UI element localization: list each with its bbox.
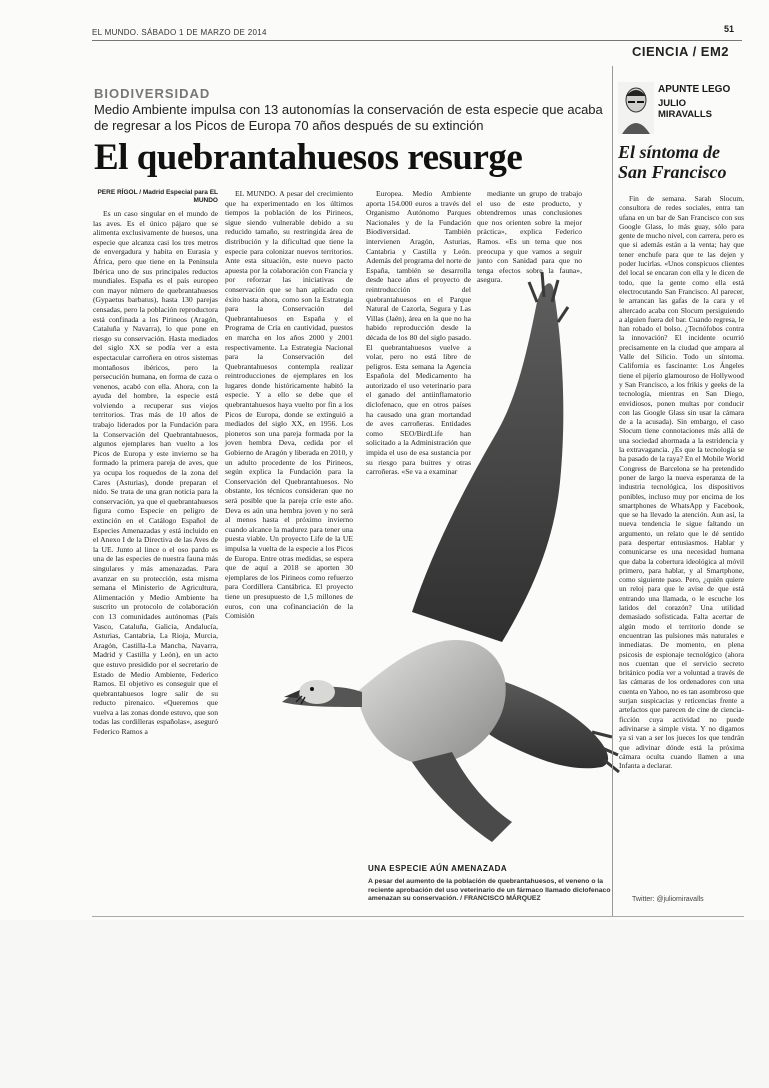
photo-caption-title: UNA ESPECIE AÚN AMENAZADA xyxy=(368,864,508,873)
article-column-1 xyxy=(93,189,218,737)
vulture-photo xyxy=(262,262,622,862)
opinion-title: El síntoma de San Francisco xyxy=(618,142,727,182)
dateline: EL MUNDO. SÁBADO 1 DE MARZO DE 2014 xyxy=(92,28,267,37)
opinion-text: Fin de semana. Sarah Slocum, consultora de redes sociales, entra tan ufana en un bar de San Francisco con sus Google Glass, lo más guay, sólo para gente de mucho nivel, con carrera, pero es que si además están a la venta; hay que tener enchufe para que te las dejen y poder lucirlas. «Unos conspicuos clientes del local se encaran con ella y le dicen de todo, que la gente como ella está electrocutando San Francisco. Al parecer, le arrancan las gafas de la cara y el altercado acaba con Slocum persiguiendo a alguien fuera del bar. Cuando regresa, le han robado el bolso. ¿Tecnófobos contra la innovación? El incidente ocurrió precisamente en la ciudad que ampara al Valle del Silicio. Todo un síntoma. California es fascinante: Los Ángeles tiene el pijerío glamouroso de Hollywood y San Francisco, a los frikis y geeks de la tecnología, mientras en San Diego, envidiosos, ponen multas por conducir con las Google Glass sin usar la cámara de a la acusada). Sin embargo, el caso Slocum tiene connotaciones más allá de una sociedad ahormada a la estridencia y la extravagancia. ¿Es que la tecnología se ha pasado de la raya? En el Mobile World Congress de Barcelona se ha pretendido poner de largo la nueva esperanza de la industria tecnológica, los dispositivos ponibles, incluso muy por encima de los smartphones de WhatsApp y Facebook, que se ha llevado la atención. Aun así, la nueva tendencia le sigue faltando un argumento, un relato que le dé sentido para despertar entusiasmos. Hablar y comunicarse es una necesidad humana que daba la cobertura ideológica al móvil primero, para hablar, y al Smartphone, como siguiente paso. Pero, ¿quién quiere un reloj para que le avise de que está entrando una llamada, o le escuche los latidos del corazón? Una utilidad demasiado sofisticada. Falta acertar de algún modo el territorio donde se encuentran las pulsiones más naturales e inmediatas. De momento, en plena psicosis de espionaje tecnológico (ahora nos cuentan que el servicio secreto británico podía ver a voluntad a través de las cámaras de los ordenadores con una cuenta en Yahoo, no es tan asombroso que surjan suspicacias y reticencias frente a artefactos que parecen de cine de ciencia-ficción cuya actividad no puede adivinarse a simple vista. Y no digamos ya si van a ser los jueces los que tendrán que adivinar dónde está la próxima cámara oculta cuando llamen a una Infanta a declarar. xyxy=(619,194,745,771)
opinion-body xyxy=(619,194,744,770)
byline: PERE RÍGOL / Madrid Especial para EL MUNDO xyxy=(97,189,218,204)
author-last-name: MIRAVALLS xyxy=(658,109,713,120)
column-divider xyxy=(612,66,613,916)
article-title: El quebrantahuesos resurge xyxy=(94,137,523,178)
footer-divider xyxy=(92,916,744,917)
photo-caption: A pesar del aumento de la población de quebrantahuesos, el veneno o la reciente aprobación del uso veterinario de un fármaco llamado diclofenaco amenazan su conservación. / FRANCISCO MÁRQUEZ xyxy=(368,878,611,903)
column-text: mediante un grupo de trabajo el uso de este producto, y obtendremos unas conclusiones que nos orienten sobre la mejor práctica», explica Federico Ramos. «Es un tema que nos preocupa y que vamos a seguir junto con Sanidad para que no tenga efectos sobre la fauna», asegura. xyxy=(477,189,582,285)
author-first-name: JULIO xyxy=(658,98,686,109)
author-twitter: Twitter: @juliomiravalls xyxy=(632,896,704,903)
column-text: Es un caso singular en el mundo de las aves. Es el único pájaro que se alimenta exclusivamente de huesos, una especie que alcanza casi los tres metros de envergadura y habita en Eurasia y África, pero que tiene en la Península Ibérica uno de sus principales reductos mundiales. España es el país europeo con mayor número de quebrantahuesos (Gypaetus barbatus), hasta 130 parejas censadas, pero la población reproductora está confinada a los Pirineos (Aragón, Cataluña y Navarra), lo que pone en riesgo su conservación. Hasta mediados del siglo XX se podía ver a esta espectacular carroñera en otros sistemas montañosos ibéricos, pero la persecución humana, en forma de caza o venenos, acabó con ella. Ahora, con la ayuda del hombre, la especie está volviendo a recuperar sus viejos territorios. Tras más de 10 años de trabajo liderados por la Fundación para la Conservación del Quebrantahuesos, algunos ejemplares han vuelto a los Picos de Europa y este invierno se ha formado la primera pareja de aves, que ya ocupa los roquedos de la zona del Cares (Asturias), donde preparan el nido. Se trata de una gran noticia para la conservación, ya que el quebrantahuesos figura como Especie en peligro de extinción en el Catálogo Español de Especies Amenazadas y está incluido en el Anexo I de la Directiva de las Aves de la UE. Junto al lince o el oso pardo es una de las especies de nuestra fauna más singulares y más amenazadas. Para avanzar en su protección, esta misma semana el Ministerio de Agricultura, Alimentación y Medio Ambiente ha suscrito un protocolo de colaboración con 13 comunidades autónomas (País Vasco, Cataluña, Galicia, Andalucía, Asturias, Cantabria, La Rioja, Murcia, Aragón, Castilla-La Mancha, Navarra, Madrid y Castilla y León), en un acto que estuvo presidido por el secretario de Estado de Medio Ambiente, Federico Ramos. El objetivo es conseguir que el quebrantahuesos logre salir de su reducto pirenaico. «Queremos que vuelva a las zonas donde estuvo, que son todas las cordilleras españolas», aseguró Federico Ramos a xyxy=(93,209,218,737)
article-kicker: BIODIVERSIDAD xyxy=(94,86,211,101)
column-text: Europea. Medio Ambiente aporta 154.000 euros a través del Organismo Autónomo Parques Nacionales y de la Fundación Biodiversidad. También intervienen Aragón, Asturias, Cantabria y Castilla y León. Además del programa del norte de España, también se desarrolla desde hace años el proyecto de reintroducción del quebrantahuesos en el Parque Natural de Cazorla, Segura y Las Villas (Jaén), área en la que no ha habido reproducción desde la década de los 80 del siglo pasado. El quebrantahuesos vuelve a volar, pero no está libre de peligros. Esta semana la Agencia Española del Medicamento ha autorizado el uso veterinario para el ganado del antiinflamatorio diclofenaco, que en otros países ha causado una gran mortandad de aves carroñeras. Entidades como SEO/BirdLife han solicitado a la Administración que impida el uso de esa sustancia por su riesgo para buitres y otras carroñeras. «Se va a examinar xyxy=(366,189,471,477)
article-subhead: Medio Ambiente impulsa con 13 autonomías la conservación de esta especie que acaba de regresar a los Picos de Europa 70 años después de su extinción xyxy=(94,102,603,133)
page-number: 51 xyxy=(724,24,735,34)
section-tag: CIENCIA / EM2 xyxy=(632,44,730,59)
header-divider xyxy=(92,40,742,41)
author-name xyxy=(658,98,712,120)
blank-margin xyxy=(0,920,769,1088)
column-text: EL MUNDO. A pesar del crecimiento que ha experimentado en los últimos tiempos la población de los Pirineos, sigue siendo vulnerable debido a su reducido tamaño, su restringida área de distribución y la dificultad que tiene la especie para colonizar nuevos territorios. Ante esta situación, este nuevo pacto apuesta por la colaboración con Francia y por reforzar las iniciativas de conservación que se han aplicado con éxito hasta ahora, como son la Estrategia para la Conservación del Quebrantahuesos en España y el Programa de Cría en cautividad, puestos en marcha en los años 2000 y 2001 respectivamente. La Estrategia Nacional para la Conservación del Quebrantahuesos contempla realizar reintroducciones de ejemplares en los lugares donde históricamente habitó la especie. Y a ello se debe que el quebrantahuesos haya vuelto por fin a los Picos de Europa, donde se extinguió a mediados del siglo XX, en 1956. Los pioneros son una pareja formada por la joven hembra Deva, cedida por el Gobierno de Aragón y liberada en 2010, y un adulto procedente de los Pirineos, según explica la Fundación para la Conservación del Quebrantahuesos. No obstante, los técnicos consideran que no será posible que la pareja críe este año. Deva es aún una hembra joven y no será al menos hasta el próximo invierno cuando alcance la madurez para tener una puesta viable. Un proyecto Life de la UE impulsa la vuelta de la especie a los Picos de Europa. Entre otras medidas, se espera que de aquí a 2018 se aporten 30 ejemplares de los Pirineos como refuerzo para Cordillera Cantábrica. El proyecto tiene un presupuesto de 1,5 millones de euros, con una cofinanciación de la Comisión xyxy=(225,189,353,621)
column-label: APUNTE LEGO xyxy=(658,84,731,95)
